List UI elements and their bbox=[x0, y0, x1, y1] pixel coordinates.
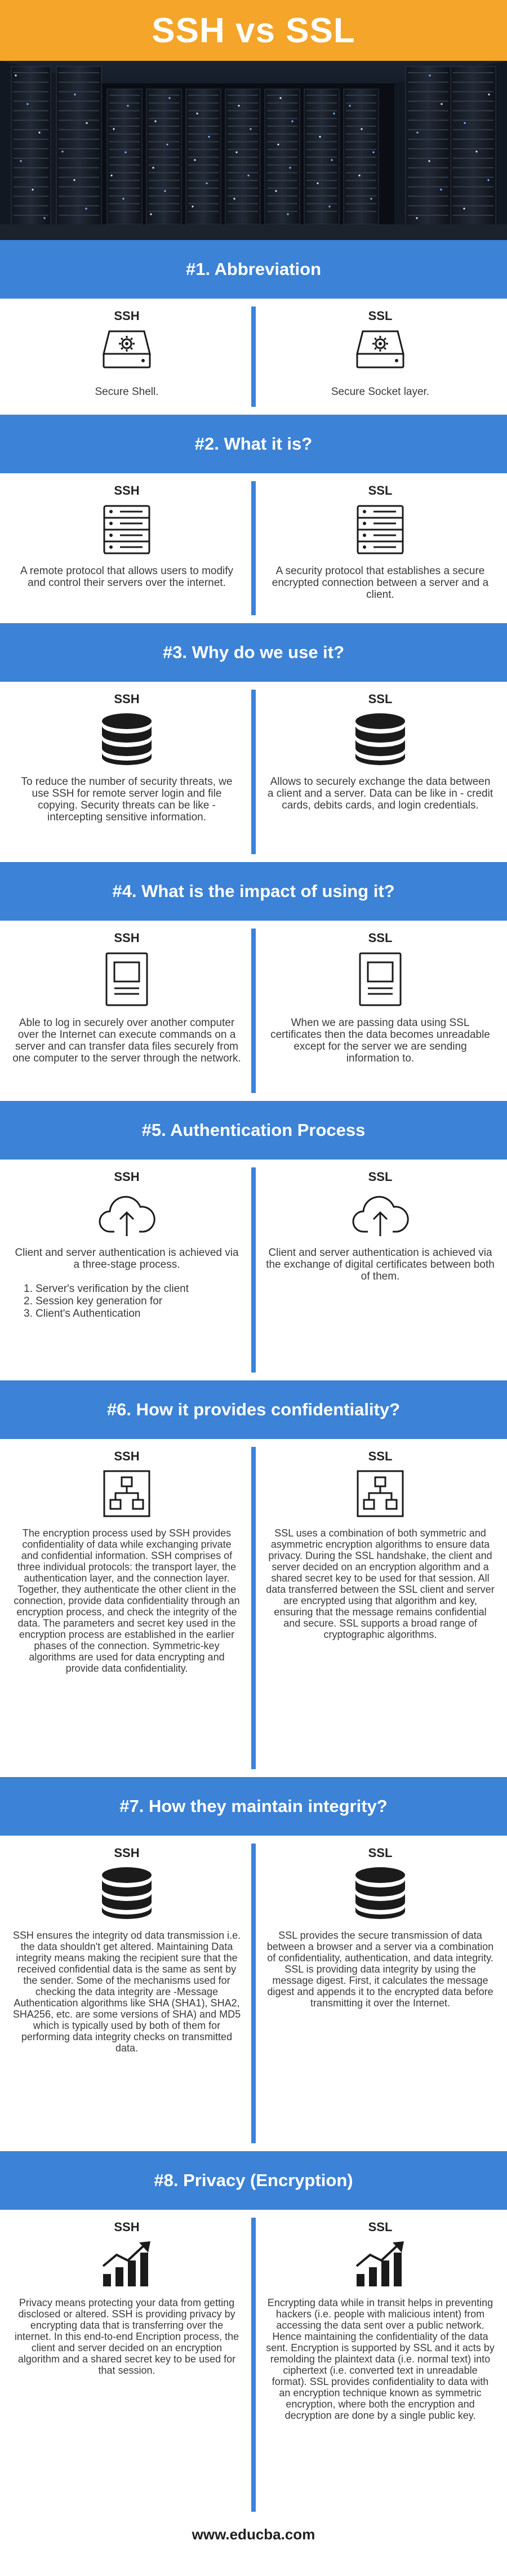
ssh-column bbox=[0, 1439, 254, 1777]
section-body bbox=[0, 921, 507, 1101]
cloud-upload-icon bbox=[351, 1190, 410, 1240]
section-heading: #7. How they maintain integrity? bbox=[119, 1796, 388, 1816]
comparison-sections bbox=[0, 240, 507, 2520]
list-item: 1. Server's verification by the client bbox=[24, 1283, 189, 1295]
ssl-column bbox=[254, 682, 507, 862]
ssh-label: SSH bbox=[114, 483, 140, 498]
section-heading: #1. Abbreviation bbox=[185, 259, 322, 279]
hero-image bbox=[0, 61, 507, 240]
ssl-column bbox=[254, 299, 507, 415]
database-icon bbox=[353, 712, 407, 769]
section-heading: #2. What it is? bbox=[194, 434, 313, 454]
section-header bbox=[0, 1777, 507, 1836]
ssl-label: SSL bbox=[368, 2220, 393, 2234]
ssl-label: SSL bbox=[368, 483, 393, 498]
cloud-upload-icon bbox=[97, 1190, 156, 1240]
column-divider bbox=[251, 1844, 256, 2143]
list-item: 2. Session key generation for bbox=[24, 1295, 163, 1307]
ssh-steps-list bbox=[12, 1283, 189, 1320]
ssh-description: The encryption process used by SSH provides confidentiality of data while exchanging private and confidential information. SSH comprises of three individual protocols: the transport layer, the authentication layer, and the connection layer. Together, they authenticate the other client in the connection, provide data confidentiality through an encryption process, and check the integrity of the data. The parameters and secret key used in the encryption process are established in the earlier phases of the connection. Symmetric-key algorithms are used for data encrypting and provide data confidentiality. bbox=[14, 1527, 240, 1674]
list-item: 3. Client's Authentication bbox=[24, 1308, 141, 1320]
ssh-description: A remote protocol that allows users to modify and control their servers over the internet. bbox=[20, 565, 234, 589]
section-body bbox=[0, 682, 507, 862]
ssl-label: SSL bbox=[368, 931, 393, 945]
ssl-description: Encrypting data while in transit helps in preventing hackers (i.e. people with malicious intent) from accessing the data sent over a public network. Hence maintaining the confidentiality of the data sent. Encryption is supported by SSL and it acts by remolding the plaintext data (i.e. normal text) into ciphertext (i.e. converted text in unreadable format). SSL provides confidentiality to data with an encryption technique known as symmetric encryption, where both the encryption and decryption are done by a single public key. bbox=[266, 2297, 495, 2421]
column-divider bbox=[251, 307, 256, 407]
title-bar bbox=[0, 0, 507, 61]
ssh-label: SSH bbox=[114, 309, 140, 323]
section-header bbox=[0, 862, 507, 921]
ssh-label: SSH bbox=[114, 2220, 140, 2234]
database-icon bbox=[100, 1866, 154, 1923]
ssh-label: SSH bbox=[114, 1846, 140, 1860]
server-icon bbox=[354, 504, 406, 558]
ssl-label: SSL bbox=[368, 1170, 393, 1184]
section-body bbox=[0, 2210, 507, 2520]
section-heading: #5. Authentication Process bbox=[141, 1120, 366, 1140]
ssl-label: SSL bbox=[368, 692, 393, 706]
section-header bbox=[0, 240, 507, 299]
server-room-photo bbox=[0, 61, 507, 240]
section-header bbox=[0, 623, 507, 682]
section-body bbox=[0, 299, 507, 415]
column-divider bbox=[251, 481, 256, 615]
section-heading: #6. How it provides confidentiality? bbox=[106, 1400, 401, 1419]
ssl-column bbox=[254, 921, 507, 1101]
column-divider bbox=[251, 690, 256, 854]
ssl-description: SSL uses a combination of both symmetric and asymmetric encryption algorithms to ensure data privacy. During the SSL handshake, the client and server decided on an encryption algorithm and a shared secret key to be used for that session. All data transferred between the SSL client and server are encrypted using that algorithm and key, ensuring that the message remains confidential and secure. SSL supports a broad range of cryptographic algorithms. bbox=[266, 1527, 495, 1640]
section-header bbox=[0, 2151, 507, 2210]
section-header bbox=[0, 415, 507, 473]
ssh-column bbox=[0, 473, 254, 623]
ssl-description: Secure Socket layer. bbox=[331, 386, 430, 398]
ssh-column bbox=[0, 921, 254, 1101]
section-body bbox=[0, 1439, 507, 1777]
ssl-column bbox=[254, 473, 507, 623]
ssl-column bbox=[254, 2210, 507, 2520]
ssh-column bbox=[0, 2210, 254, 2520]
ssl-label: SSL bbox=[368, 1449, 393, 1463]
ssh-description: Privacy means protecting your data from getting disclosed or altered. SSH is providing privacy by encrypting data that is transferring over the internet. In this end-to-end Encription process, the client and server decided on an encryption algorithm and a shared secret key to be used for that session. bbox=[14, 2297, 239, 2376]
ssh-label: SSH bbox=[114, 1170, 140, 1184]
document-icon bbox=[104, 951, 149, 1010]
ssl-column bbox=[254, 1160, 507, 1380]
footer-url[interactable]: www.educba.com bbox=[192, 2525, 315, 2543]
ssl-column bbox=[254, 1836, 507, 2151]
growth-chart-icon bbox=[100, 2240, 154, 2290]
column-divider bbox=[251, 929, 256, 1093]
ssl-column bbox=[254, 1439, 507, 1777]
ssh-label: SSH bbox=[114, 692, 140, 706]
section-heading: #8. Privacy (Encryption) bbox=[154, 2170, 353, 2190]
database-icon bbox=[100, 712, 154, 769]
gear-drive-icon bbox=[103, 329, 151, 371]
ssl-description: When we are passing data using SSL certificates then the data becomes unreadable except for the server we are sending information to. bbox=[270, 1017, 490, 1064]
ssl-description: SSL provides the secure transmission of data between a browser and a server via a combination of confidentiality, authentication, and data integrity. SSL is providing data integrity by using the message digest. First, it calculates the message digest and appends it to the encrypted data before transmitting it over the Internet. bbox=[266, 1930, 494, 2009]
network-icon bbox=[356, 1469, 404, 1521]
column-divider bbox=[251, 1447, 256, 1769]
section-header bbox=[0, 1101, 507, 1160]
ssh-description: To reduce the number of security threats, we use SSH for remote server login and file copying. Security threats can be like - intercepting sensitive information. bbox=[21, 776, 233, 823]
section-heading: #3. Why do we use it? bbox=[162, 642, 345, 662]
ssh-description: Secure Shell. bbox=[95, 386, 159, 398]
ssh-column bbox=[0, 1160, 254, 1380]
document-icon bbox=[358, 951, 403, 1010]
section-body bbox=[0, 1836, 507, 2151]
gear-drive-icon bbox=[356, 329, 404, 371]
section-header bbox=[0, 1380, 507, 1439]
ssl-description: Allows to securely exchange the data between a client and a server. Data can be like in - credit cards, debits cards, and login credentials. bbox=[267, 776, 493, 811]
ssh-column bbox=[0, 299, 254, 415]
ssh-label: SSH bbox=[114, 931, 140, 945]
column-divider bbox=[251, 1167, 256, 1373]
network-icon bbox=[103, 1469, 151, 1521]
ssl-description: Client and server authentication is achieved via the exchange of digital certificates between both of them. bbox=[266, 1247, 495, 1282]
ssh-label: SSH bbox=[114, 1449, 140, 1463]
column-divider bbox=[251, 2218, 256, 2512]
ssl-label: SSL bbox=[368, 1846, 393, 1860]
ssh-column bbox=[0, 1836, 254, 2151]
server-icon bbox=[101, 504, 153, 558]
growth-chart-icon bbox=[353, 2240, 407, 2290]
section-body bbox=[0, 1160, 507, 1380]
ssh-description: Able to log in securely over another computer over the Internet can execute commands on a server and can transfer data files securely from one computer to the server through the network. bbox=[12, 1017, 241, 1064]
footer bbox=[0, 2520, 507, 2549]
database-icon bbox=[353, 1866, 407, 1923]
ssh-description: SSH ensures the integrity od data transmission i.e. the data shouldn't get altered. Maintaining Data integrity means making the recipient sure that the received confidential data is the same as sent by the sender. Some of the mechanisms used for checking the data integrity are -Message Authentication algorithms like SHA (SHA1), SHA2, SHA256, etc. are some versions of SHA) and MD5 which is typically used by both of them for performing data integrity checks on transmitted data. bbox=[12, 1930, 241, 2054]
ssl-description: A security protocol that establishes a secure encrypted connection between a server and a client. bbox=[272, 565, 489, 601]
section-heading: #4. What is the impact of using it? bbox=[112, 881, 395, 901]
section-body bbox=[0, 473, 507, 623]
ssh-description: Client and server authentication is achieved via a three-stage process. bbox=[15, 1247, 239, 1271]
ssh-column bbox=[0, 682, 254, 862]
ssl-label: SSL bbox=[368, 309, 393, 323]
page-title: SSH vs SSL bbox=[152, 11, 355, 50]
